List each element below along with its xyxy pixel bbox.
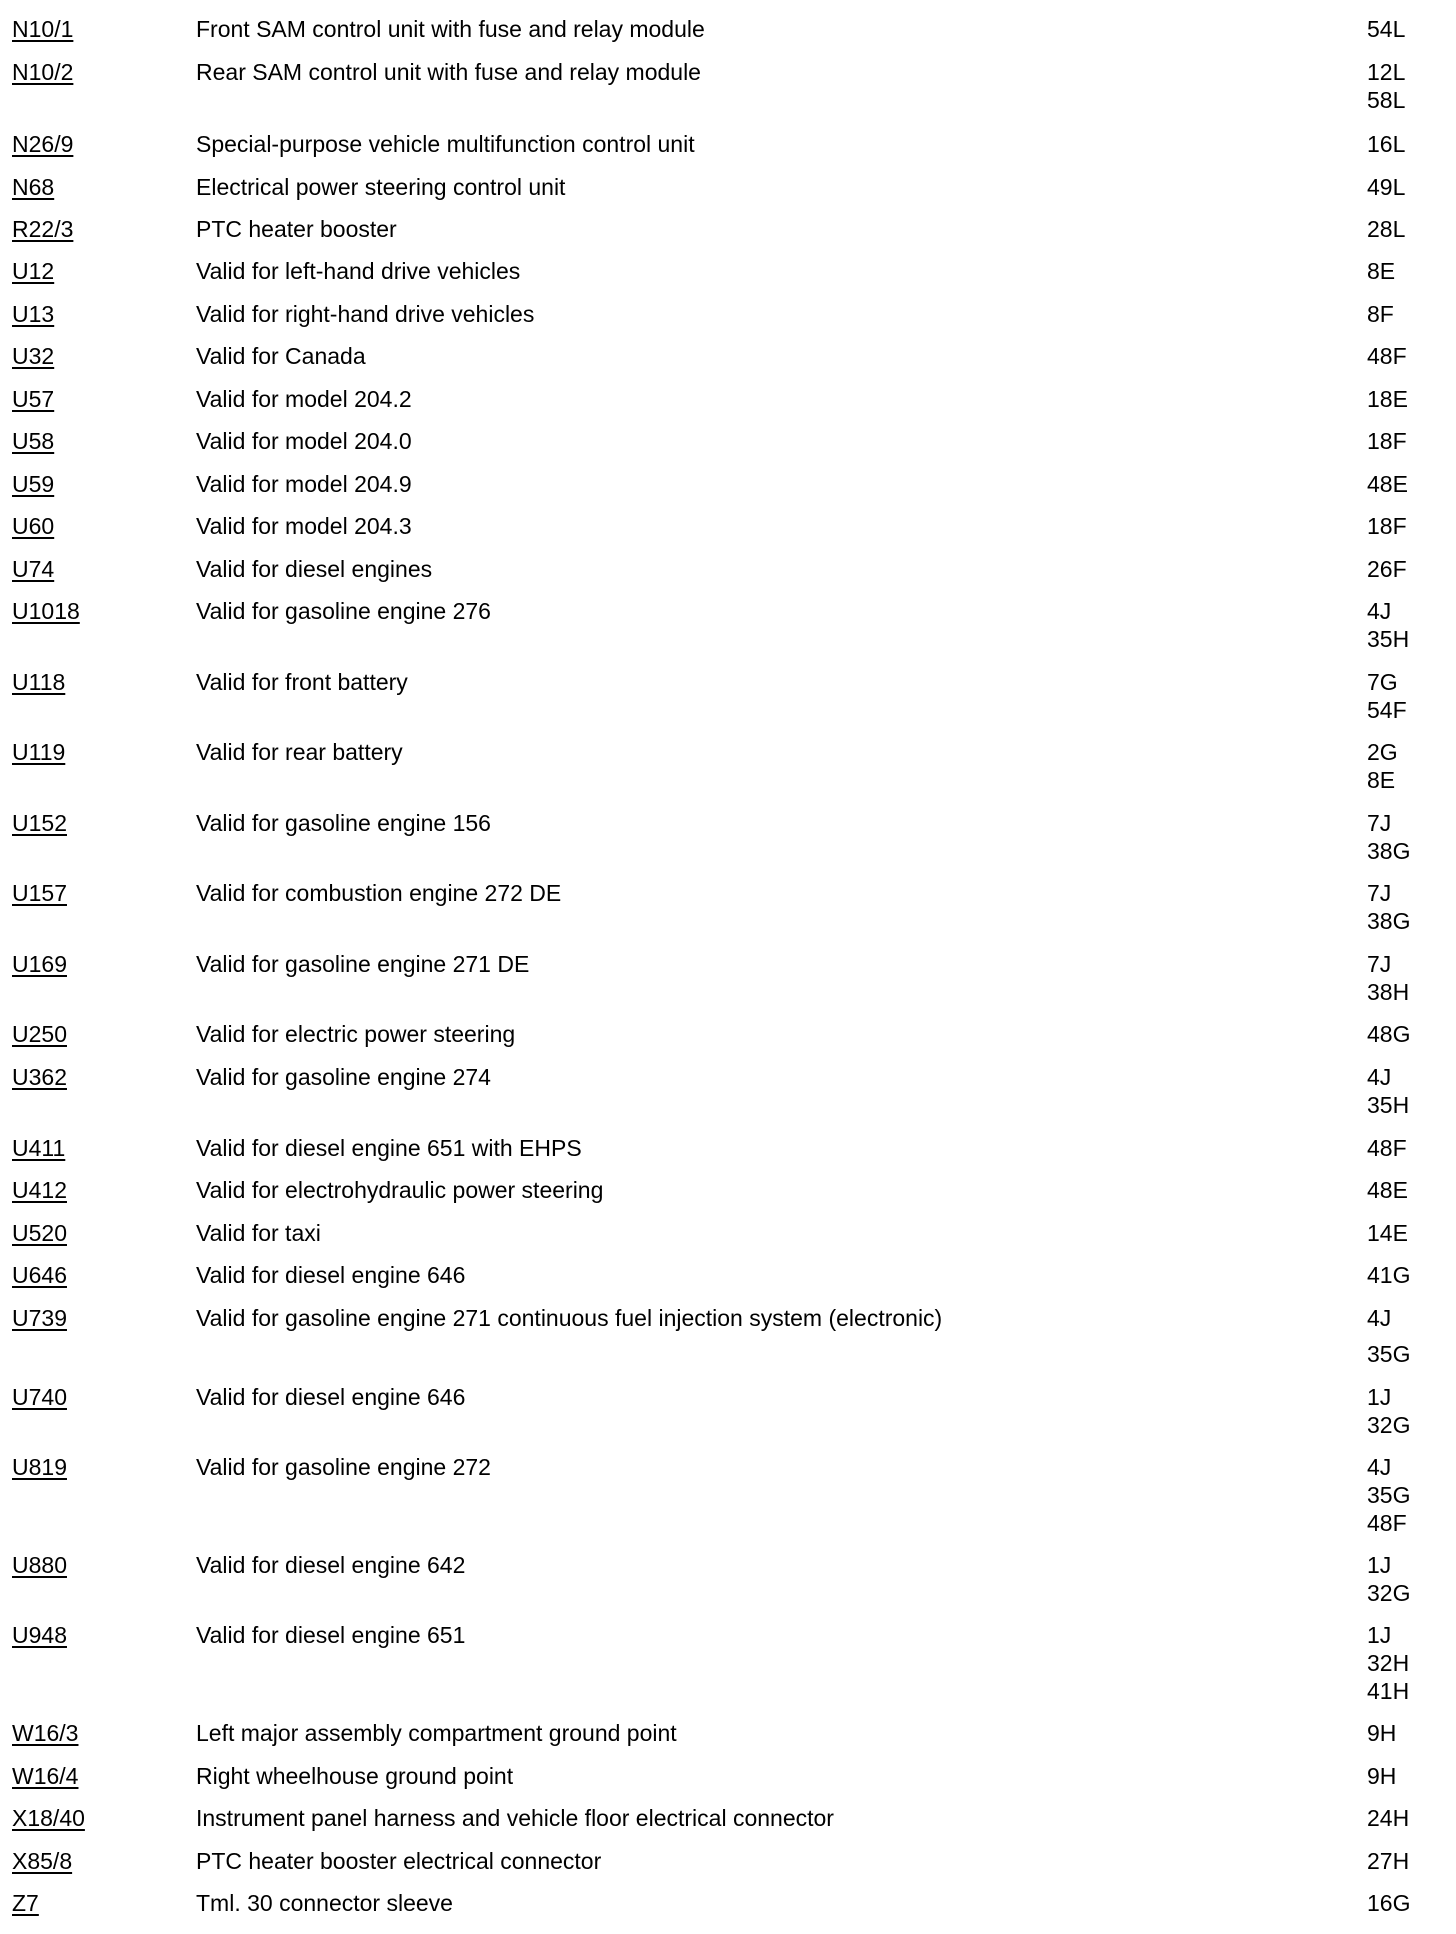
grid-reference-list bbox=[1367, 809, 1410, 865]
grid-reference: 54L bbox=[1367, 16, 1406, 42]
component-description: Valid for diesel engine 646 bbox=[196, 1262, 466, 1288]
grid-reference-list bbox=[1367, 300, 1394, 328]
component-code-link[interactable]: U819 bbox=[12, 1454, 67, 1480]
component-code-link[interactable]: U412 bbox=[12, 1177, 67, 1203]
grid-reference: 1J bbox=[1367, 1622, 1392, 1648]
grid-reference: 16L bbox=[1367, 131, 1406, 157]
component-description: PTC heater booster bbox=[196, 216, 397, 242]
grid-reference-list bbox=[1367, 173, 1405, 201]
component-description: Valid for model 204.9 bbox=[196, 471, 412, 497]
component-description: Valid for diesel engines bbox=[196, 556, 433, 582]
grid-reference-list bbox=[1367, 1719, 1396, 1747]
component-description: Valid for gasoline engine 271 continuous fuel injection system (electronic) bbox=[196, 1305, 943, 1331]
grid-reference-list bbox=[1367, 1551, 1410, 1607]
grid-reference-list bbox=[1367, 257, 1395, 285]
component-description: Valid for taxi bbox=[196, 1220, 321, 1246]
component-description: Valid for diesel engine 642 bbox=[196, 1552, 466, 1578]
grid-reference-list bbox=[1367, 1219, 1408, 1247]
grid-reference: 7J bbox=[1367, 810, 1392, 836]
grid-reference-list bbox=[1367, 1063, 1409, 1119]
component-code-link[interactable]: U118 bbox=[12, 669, 66, 695]
grid-reference-list bbox=[1367, 1621, 1409, 1705]
grid-reference: 8E bbox=[1367, 258, 1396, 284]
grid-reference: 35H bbox=[1367, 1092, 1410, 1118]
grid-reference-list bbox=[1367, 555, 1407, 583]
component-code-link[interactable]: U1018 bbox=[12, 598, 80, 624]
grid-reference: 9H bbox=[1367, 1720, 1397, 1746]
grid-reference: 32G bbox=[1367, 1580, 1411, 1606]
component-code-link[interactable]: U646 bbox=[12, 1262, 67, 1288]
component-code-link[interactable]: U57 bbox=[12, 386, 55, 412]
grid-reference: 48G bbox=[1367, 1021, 1411, 1047]
component-description: PTC heater booster electrical connector bbox=[196, 1848, 602, 1874]
grid-reference-list bbox=[1367, 668, 1407, 724]
grid-reference-list bbox=[1367, 738, 1398, 794]
component-code-link[interactable]: Z7 bbox=[12, 1890, 39, 1916]
component-code-link[interactable]: U948 bbox=[12, 1622, 67, 1648]
grid-reference: 18F bbox=[1367, 513, 1407, 539]
grid-reference: 32H bbox=[1367, 1650, 1410, 1676]
grid-reference: 48F bbox=[1367, 1135, 1407, 1161]
component-code-link[interactable]: U250 bbox=[12, 1021, 67, 1047]
grid-reference-list bbox=[1367, 215, 1405, 243]
component-code-link[interactable]: N26/9 bbox=[12, 131, 74, 157]
component-description: Valid for diesel engine 651 bbox=[196, 1622, 466, 1648]
component-description: Tml. 30 connector sleeve bbox=[196, 1890, 453, 1916]
grid-reference: 27H bbox=[1367, 1848, 1410, 1874]
component-code-link[interactable]: U740 bbox=[12, 1384, 67, 1410]
grid-reference: 54F bbox=[1367, 697, 1407, 723]
component-code-link[interactable]: U152 bbox=[12, 810, 67, 836]
grid-reference: 7J bbox=[1367, 880, 1392, 906]
component-code-link[interactable]: N68 bbox=[12, 174, 55, 200]
grid-reference: 2G bbox=[1367, 739, 1398, 765]
component-code-link[interactable]: U12 bbox=[12, 258, 55, 284]
grid-reference: 35G bbox=[1367, 1341, 1411, 1367]
component-description: Valid for combustion engine 272 DE bbox=[196, 880, 562, 906]
component-code-link[interactable]: U74 bbox=[12, 556, 55, 582]
component-code-link[interactable]: U157 bbox=[12, 880, 67, 906]
grid-reference-list bbox=[1367, 427, 1407, 455]
grid-reference: 14E bbox=[1367, 1220, 1408, 1246]
grid-reference-list bbox=[1367, 1383, 1410, 1439]
grid-reference: 41G bbox=[1367, 1262, 1411, 1288]
component-code-link[interactable]: X85/8 bbox=[12, 1848, 73, 1874]
component-description: Right wheelhouse ground point bbox=[196, 1763, 514, 1789]
grid-reference: 1J bbox=[1367, 1552, 1392, 1578]
component-code-link[interactable]: U880 bbox=[12, 1552, 67, 1578]
component-code-link[interactable]: N10/1 bbox=[12, 16, 74, 42]
grid-reference-list bbox=[1367, 342, 1407, 370]
component-code-link[interactable]: U739 bbox=[12, 1305, 67, 1331]
component-code-link[interactable]: R22/3 bbox=[12, 216, 74, 242]
component-code-link[interactable]: W16/3 bbox=[12, 1720, 79, 1746]
component-code-link[interactable]: U520 bbox=[12, 1220, 67, 1246]
component-code-link[interactable]: U60 bbox=[12, 513, 55, 539]
grid-reference: 4J bbox=[1367, 1454, 1392, 1480]
component-description: Electrical power steering control unit bbox=[196, 174, 566, 200]
component-description: Special-purpose vehicle multifunction control unit bbox=[196, 131, 695, 157]
grid-reference-list bbox=[1367, 597, 1409, 653]
grid-reference-list bbox=[1367, 1134, 1407, 1162]
grid-reference: 24H bbox=[1367, 1805, 1410, 1831]
component-description: Valid for model 204.0 bbox=[196, 428, 412, 454]
grid-reference: 49L bbox=[1367, 174, 1406, 200]
grid-reference-list bbox=[1367, 15, 1405, 43]
grid-reference: 48F bbox=[1367, 1510, 1407, 1536]
component-description: Valid for diesel engine 651 with EHPS bbox=[196, 1135, 582, 1161]
component-code-link[interactable]: U32 bbox=[12, 343, 55, 369]
grid-reference-list bbox=[1367, 1304, 1410, 1368]
grid-reference: 12L bbox=[1367, 59, 1406, 85]
component-description: Valid for front battery bbox=[196, 669, 408, 695]
grid-reference-list bbox=[1367, 1762, 1396, 1790]
grid-reference-list bbox=[1367, 470, 1408, 498]
grid-reference: 18F bbox=[1367, 428, 1407, 454]
component-description: Valid for gasoline engine 156 bbox=[196, 810, 491, 836]
grid-reference-list bbox=[1367, 1889, 1410, 1917]
grid-reference: 32G bbox=[1367, 1412, 1411, 1438]
grid-reference-list bbox=[1367, 58, 1405, 114]
component-code-link[interactable]: U411 bbox=[12, 1135, 66, 1161]
component-description: Valid for Canada bbox=[196, 343, 366, 369]
component-description: Rear SAM control unit with fuse and relay module bbox=[196, 59, 701, 85]
grid-reference-list bbox=[1367, 1020, 1410, 1048]
grid-reference-list bbox=[1367, 385, 1408, 413]
grid-reference: 35H bbox=[1367, 626, 1410, 652]
grid-reference: 4J bbox=[1367, 1064, 1392, 1090]
component-description: Valid for model 204.2 bbox=[196, 386, 412, 412]
grid-reference: 7G bbox=[1367, 669, 1398, 695]
component-code-link[interactable]: U59 bbox=[12, 471, 55, 497]
component-code-link[interactable]: X18/40 bbox=[12, 1805, 85, 1831]
component-description: Valid for model 204.3 bbox=[196, 513, 412, 539]
grid-reference: 58L bbox=[1367, 87, 1406, 113]
component-description: Valid for electrohydraulic power steering bbox=[196, 1177, 604, 1203]
grid-reference: 7J bbox=[1367, 951, 1392, 977]
component-code-link[interactable]: N10/2 bbox=[12, 59, 74, 85]
component-description: Valid for gasoline engine 271 DE bbox=[196, 951, 530, 977]
component-description: Valid for gasoline engine 272 bbox=[196, 1454, 491, 1480]
component-description: Valid for right-hand drive vehicles bbox=[196, 301, 535, 327]
grid-reference: 48F bbox=[1367, 343, 1407, 369]
component-code-link[interactable]: U13 bbox=[12, 301, 55, 327]
grid-reference: 1J bbox=[1367, 1384, 1392, 1410]
component-description: Valid for gasoline engine 276 bbox=[196, 598, 491, 624]
grid-reference: 48E bbox=[1367, 1177, 1408, 1203]
grid-reference: 4J bbox=[1367, 598, 1392, 624]
component-description: Valid for left-hand drive vehicles bbox=[196, 258, 521, 284]
component-description: Valid for gasoline engine 274 bbox=[196, 1064, 491, 1090]
grid-reference: 41H bbox=[1367, 1678, 1410, 1704]
component-description: Valid for electric power steering bbox=[196, 1021, 516, 1047]
grid-reference-list bbox=[1367, 512, 1407, 540]
grid-reference-list bbox=[1367, 879, 1410, 935]
grid-reference-list bbox=[1367, 1847, 1409, 1875]
grid-reference-list bbox=[1367, 1176, 1408, 1204]
grid-reference: 8E bbox=[1367, 767, 1396, 793]
component-description: Valid for rear battery bbox=[196, 739, 403, 765]
grid-reference: 18E bbox=[1367, 386, 1408, 412]
grid-reference: 28L bbox=[1367, 216, 1406, 242]
grid-reference-list bbox=[1367, 1453, 1410, 1537]
component-code-link[interactable]: U58 bbox=[12, 428, 55, 454]
grid-reference: 16G bbox=[1367, 1890, 1411, 1916]
grid-reference-list bbox=[1367, 130, 1405, 158]
component-code-link[interactable]: W16/4 bbox=[12, 1763, 79, 1789]
component-code-link[interactable]: U119 bbox=[12, 739, 66, 765]
grid-reference: 35G bbox=[1367, 1482, 1411, 1508]
grid-reference: 38G bbox=[1367, 838, 1411, 864]
component-description: Front SAM control unit with fuse and relay module bbox=[196, 16, 705, 42]
grid-reference: 26F bbox=[1367, 556, 1407, 582]
grid-reference: 9H bbox=[1367, 1763, 1397, 1789]
grid-reference: 48E bbox=[1367, 471, 1408, 497]
component-description: Instrument panel harness and vehicle floor electrical connector bbox=[196, 1805, 834, 1831]
grid-reference: 38H bbox=[1367, 979, 1410, 1005]
component-description: Valid for diesel engine 646 bbox=[196, 1384, 466, 1410]
component-code-link[interactable]: U169 bbox=[12, 951, 67, 977]
component-description: Left major assembly compartment ground point bbox=[196, 1720, 677, 1746]
grid-reference-list bbox=[1367, 1261, 1410, 1289]
grid-reference: 38G bbox=[1367, 908, 1411, 934]
grid-reference: 8F bbox=[1367, 301, 1394, 327]
grid-reference: 4J bbox=[1367, 1305, 1392, 1331]
component-code-link[interactable]: U362 bbox=[12, 1064, 67, 1090]
grid-reference-list bbox=[1367, 1804, 1409, 1832]
grid-reference-list bbox=[1367, 950, 1409, 1006]
